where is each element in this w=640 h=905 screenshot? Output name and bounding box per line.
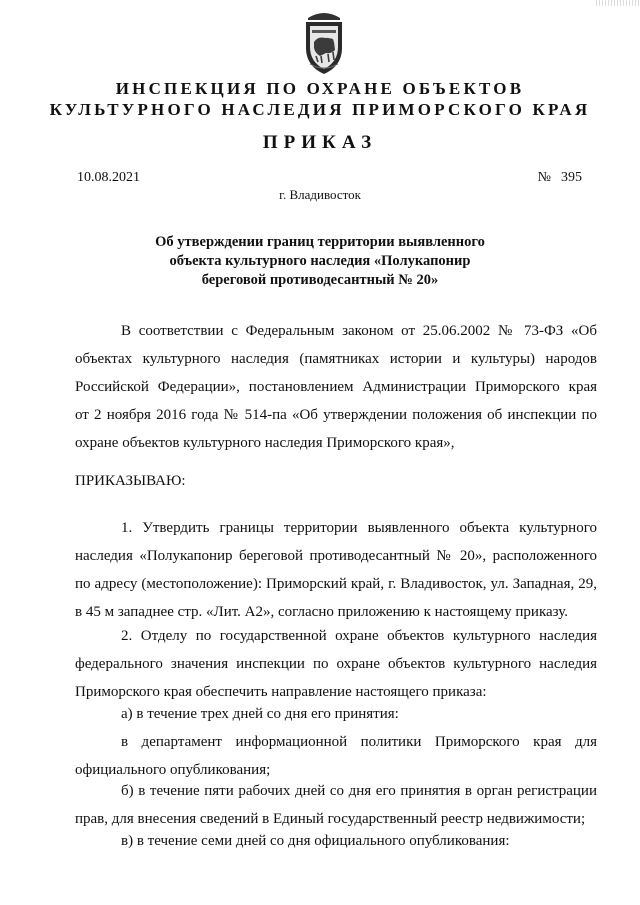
text-line: в департамент информационной политики Приморского края для bbox=[121, 734, 597, 750]
text-line: в 45 м западнее стр. «Лит. А2», согласно приложению к настоящему приказу. bbox=[75, 604, 569, 620]
text-line: б) в течение пяти рабочих дней со дня его принятия в орган регистрации bbox=[121, 783, 597, 799]
document-city: г. Владивосток bbox=[279, 187, 361, 202]
text-line: 1. Утвердить границы территории выявленного объекта культурного bbox=[121, 520, 597, 536]
title-line: Об утверждении границ территории выявленного bbox=[155, 234, 485, 250]
text-line: по адресу (местоположение): Приморский край, г. Владивосток, ул. Западная, 29, bbox=[75, 576, 597, 592]
text-line: наследия «Полукапонир береговой противодесантный № 20», расположенного bbox=[75, 548, 597, 564]
organization-name-line-2: КУЛЬТУРНОГО НАСЛЕДИЯ ПРИМОРСКОГО КРАЯ bbox=[49, 100, 591, 119]
document-type: ПРИКАЗ bbox=[262, 132, 378, 153]
text-line: В соответствии с Федеральным законом от 25.06.2002 № 73-ФЗ «Об bbox=[121, 323, 597, 339]
text-line: в) в течение семи дней со дня официального опубликования: bbox=[121, 833, 510, 849]
sub-item-c bbox=[75, 827, 597, 855]
item-1-paragraph bbox=[75, 514, 597, 626]
number-sign: № bbox=[537, 170, 551, 185]
scan-artifact bbox=[596, 0, 640, 6]
preamble-paragraph bbox=[75, 317, 597, 457]
sub-item-b bbox=[75, 777, 597, 833]
order-word-text: ПРИКАЗЫВАЮ: bbox=[75, 473, 186, 489]
item-2-paragraph bbox=[75, 622, 597, 706]
number-value: 395 bbox=[561, 170, 582, 185]
text-line: федерального значения инспекции по охране объектов культурного наследия bbox=[75, 656, 597, 672]
organization-name-line-1: ИНСПЕКЦИЯ ПО ОХРАНЕ ОБЪЕКТОВ bbox=[115, 79, 525, 98]
document-date: 10.08.2021 bbox=[77, 170, 140, 185]
sub-item-a bbox=[75, 700, 597, 784]
text-line: 2. Отделу по государственной охране объектов культурного наследия bbox=[121, 628, 597, 644]
text-line: а) в течение трех дней со дня его принятия: bbox=[121, 706, 399, 722]
coat-of-arms-icon bbox=[298, 10, 350, 76]
text-line: от 2 ноября 2016 года № 514-па «Об утверждении положения об инспекции по bbox=[75, 407, 597, 423]
title-line: объекта культурного наследия «Полукапонир bbox=[169, 253, 471, 269]
text-line: Российской Федерации», постановлением Администрации Приморского края bbox=[75, 379, 597, 395]
title-line: береговой противодесантный № 20» bbox=[201, 272, 439, 288]
text-line: прав, для внесения сведений в Единый государственный реестр недвижимости; bbox=[75, 811, 586, 827]
text-line: официального опубликования; bbox=[75, 762, 271, 778]
document-number bbox=[538, 170, 582, 186]
text-line: Приморского края обеспечить направление настоящего приказа: bbox=[75, 684, 487, 700]
order-word bbox=[75, 467, 597, 495]
document-title bbox=[120, 233, 520, 290]
text-line: охране объектов культурного наследия Приморского края», bbox=[75, 435, 455, 451]
text-line: объектах культурного наследия (памятниках истории и культуры) народов bbox=[75, 351, 597, 367]
